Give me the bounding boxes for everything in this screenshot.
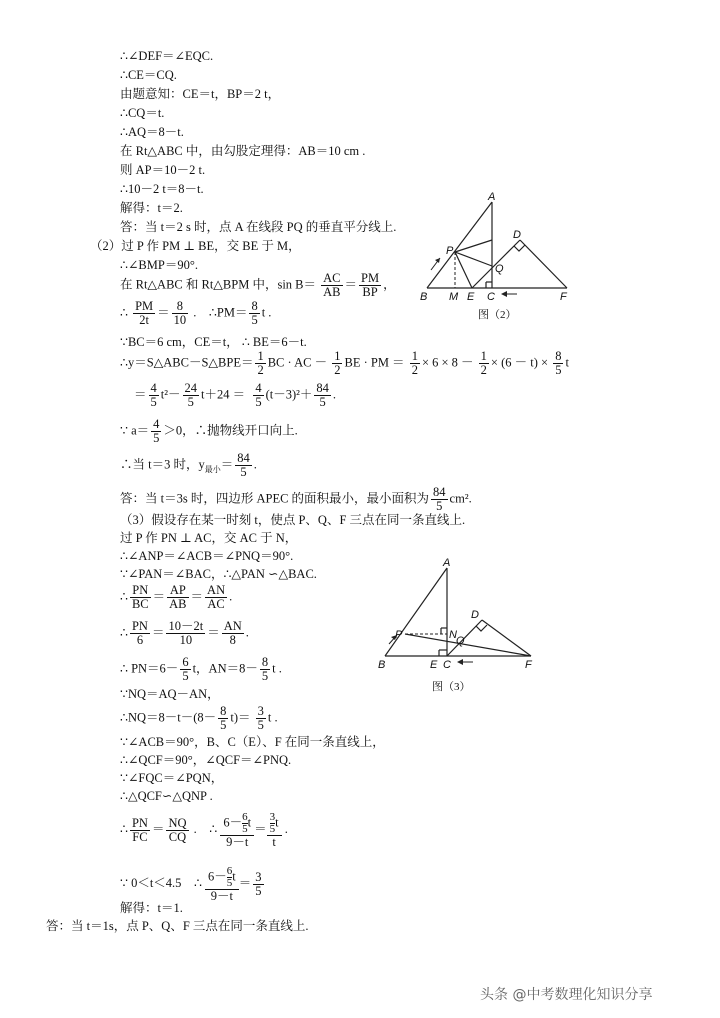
part-heading: （3）假设存在某一时刻 t，使点 P、Q、F 三点在同一条直线上. xyxy=(120,513,466,527)
text-line: 由题意知：CE＝t，BP＝2 t， xyxy=(120,87,281,101)
text-line: ∴10－2 t＝8－t. xyxy=(120,182,204,196)
compound-fraction: 6－ $\frac{6}{5}$ t 9－t xyxy=(205,866,239,902)
figure-caption: 图（3） xyxy=(432,681,471,693)
label-a: A xyxy=(443,558,451,569)
answer-line: 答：当 t＝1s，点 P、Q、F 三点在同一条直线上. xyxy=(46,919,309,933)
area-simplified: ＝ $\frac{4}{5}$ t²－ $\frac{24}{5}$ t＋24 ＝ $\frac{4}{5}$ (t－3)²＋ $\frac{84}{5}$ . xyxy=(134,381,337,409)
label-m: M xyxy=(449,291,459,303)
eq-text: 在 Rt△ABC 和 Rt△BPM 中，sin B＝ xyxy=(120,277,317,292)
text-line: ∵NQ＝AQ－AN， xyxy=(120,687,220,701)
label-b: B xyxy=(378,659,386,671)
answer-line: 答：当 t＝3s 时，四边形 APEC 的面积最小，最小面积为 $\frac{84}{5}$ cm². xyxy=(120,485,472,513)
geometry-figure-2 xyxy=(415,190,575,320)
fraction: $\frac{8}{10}$ xyxy=(173,299,187,327)
fraction: $\frac{AC}{AB}$ xyxy=(323,271,341,299)
label-e: E xyxy=(467,291,475,303)
text-line: ∴∠QCF＝90°，∠QCF＝∠PNQ. xyxy=(120,753,292,767)
text-line: 过 P 作 PN ⊥ AC，交 AC 于 N， xyxy=(120,531,298,545)
ratio-line: ∴ $\frac{PN}{6}$ ＝ $\frac{10-2t}{10}$ ＝ $\frac{AN}{8}$ . xyxy=(120,619,249,647)
pm-equation: ∴ $\frac{PM}{2t}$ ＝ $\frac{8}{10}$ . ∴PM＝ $\frac{8}{5}$ t . xyxy=(120,299,272,327)
text-line: ∵∠FQC＝∠PQN， xyxy=(120,771,224,785)
label-q: Q xyxy=(495,263,504,275)
text-line: ∵∠PAN＝∠BAC，∴△PAN ∽△BAC. xyxy=(120,567,317,581)
label-d: D xyxy=(513,229,521,241)
label-p: P xyxy=(446,245,454,257)
text-line: 则 AP＝10－2 t. xyxy=(120,163,206,177)
text-line: ∴∠BMP＝90°. xyxy=(120,258,198,272)
text-line: ∵BC＝6 cm，CE＝t， ∴ BE＝6－t. xyxy=(120,335,307,349)
text-line: 在 Rt△ABC 中，由勾股定理得：AB＝10 cm . xyxy=(120,144,366,158)
answer-line: 答：当 t＝2 s 时，点 A 在线段 PQ 的垂直平分线上. xyxy=(120,220,397,234)
fraction: $\frac{8}{5}$ xyxy=(251,299,258,327)
label-d: D xyxy=(471,609,479,621)
parabola-line: ∵ a＝ $\frac{4}{5}$ ＞0，∴抛物线开口向上. xyxy=(120,417,298,445)
area-equation: ∴y＝S△ABC－S△BPE＝ $\frac{1}{2}$ BC · AC － $\frac{1}{2}$ BE · PM ＝ $\frac{1}{2}$ × 6 × 8 － $\frac{1}{2}$ × (6 － t) × $\frac{8}{5}$ t xyxy=(120,349,569,377)
ratio-line: ∴ $\frac{PN}{BC}$ ＝ $\frac{AP}{AB}$ ＝ $\frac{AN}{AC}$ . xyxy=(120,583,233,611)
min-line: ∴当 t＝3 时，$y_{最小}=$ $\frac{84}{5}$ . xyxy=(120,451,257,479)
text-line: ∴△QCF∽△QNP . xyxy=(120,789,213,803)
label-q: Q xyxy=(456,635,465,647)
text-line: ∵∠ACB＝90°，B、C（E）、F 在同一条直线上， xyxy=(120,735,385,749)
text-line: ∴∠DEF＝∠EQC. xyxy=(120,49,214,63)
fraction: $\frac{PM}{BP}$ xyxy=(361,271,380,299)
compound-fraction: 6－ $\frac{6}{5}$ t 9－t xyxy=(220,812,254,848)
text-line: ∴CQ＝t. xyxy=(120,106,165,120)
nq-line: ∴NQ＝8－t－(8－ $\frac{8}{5}$ t)＝ $\frac{3}{5}$ t . xyxy=(120,704,278,732)
part-heading: （2）过 P 作 PM ⊥ BE，交 BE 于 M， xyxy=(90,239,301,253)
geometry-figure-3 xyxy=(375,558,545,678)
label-f: F xyxy=(525,659,532,671)
label-e: E xyxy=(430,659,438,671)
text-line: ∴∠ANP＝∠ACB＝∠PNQ＝90°. xyxy=(120,549,294,563)
figure-caption: 图（2） xyxy=(478,309,517,321)
final-ratio-line: ∵ 0＜t＜4.5 ∴ 6－ $\frac{6}{5}$ t 9－t ＝ $\frac{3}{5}$ xyxy=(120,865,262,903)
label-b: B xyxy=(420,291,428,303)
label-c: C xyxy=(443,659,451,671)
text-line: 解得：t＝2. xyxy=(120,201,183,215)
watermark: 头条 @中考数理化知识分享 xyxy=(480,987,653,1003)
label-p: P xyxy=(395,629,403,641)
text-line: ∴CE＝CQ. xyxy=(120,68,177,82)
text-line: 解得：t＝1. xyxy=(120,901,183,915)
compound-fraction: $\frac{3}{5}$ t t xyxy=(267,812,282,848)
sin-equation: 在 Rt△ABC 和 Rt△BPM 中，sin B＝ $\frac{AC}{AB}$ ＝ $\frac{PM}{BP}$ ， xyxy=(120,271,396,299)
text-line: ∴AQ＝8－t. xyxy=(120,125,184,139)
label-a: A xyxy=(488,191,496,203)
label-n: N xyxy=(449,629,457,641)
fraction: $\frac{PM}{2t}$ xyxy=(135,299,154,327)
label-f: F xyxy=(560,291,567,303)
label-c: C xyxy=(487,291,495,303)
pn-line: ∴ PN＝6－ $\frac{6}{5}$ t，AN＝8－ $\frac{8}{5}$ t . xyxy=(120,655,282,683)
ratio-line: ∴ $\frac{PN}{FC}$ ＝ $\frac{NQ}{CQ}$ . ∴ 6－ $\frac{6}{5}$ t 9－t ＝ $\frac{3}{5}$ t t . xyxy=(120,811,288,849)
